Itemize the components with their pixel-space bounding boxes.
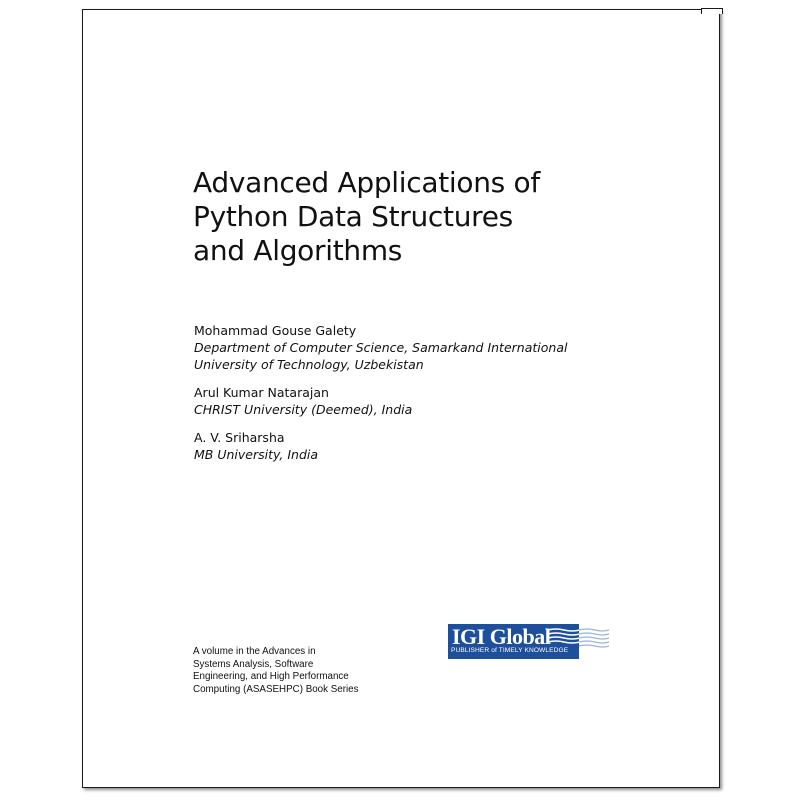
- book-title: [193, 166, 663, 268]
- author-entry: [194, 384, 664, 418]
- series-note-line: Systems Analysis, Software: [193, 658, 314, 670]
- publisher-tagline: PUBLISHER of TIMELY KNOWLEDGE: [451, 647, 569, 654]
- book-title-line: Advanced Applications of: [193, 166, 540, 199]
- author-name: Arul Kumar Natarajan: [194, 385, 329, 400]
- author-list: [194, 322, 664, 474]
- publisher-name: IGI Global: [452, 624, 551, 649]
- author-affiliation: Department of Computer Science, Samarkand International: [194, 340, 568, 355]
- author-affiliation: MB University, India: [194, 447, 319, 462]
- author-name: Mohammad Gouse Galety: [194, 323, 357, 338]
- series-note-line: Engineering, and High Performance: [193, 671, 349, 682]
- author-affiliation: CHRIST University (Deemed), India: [194, 402, 413, 417]
- author-affiliation: University of Technology, Uzbekistan: [194, 357, 424, 372]
- series-note-line: Computing (ASASEHPC) Book Series: [193, 683, 359, 695]
- series-note-line: A volume in the Advances in: [193, 646, 316, 657]
- page-corner-tab: [701, 8, 723, 14]
- book-title-line: and Algorithms: [193, 234, 403, 267]
- author-name: A. V. Sriharsha: [194, 430, 285, 445]
- series-note: [193, 646, 413, 696]
- book-title-line: Python Data Structures: [193, 200, 513, 233]
- publisher-logo: [448, 624, 612, 660]
- author-entry: [194, 429, 664, 463]
- author-entry: [194, 322, 664, 373]
